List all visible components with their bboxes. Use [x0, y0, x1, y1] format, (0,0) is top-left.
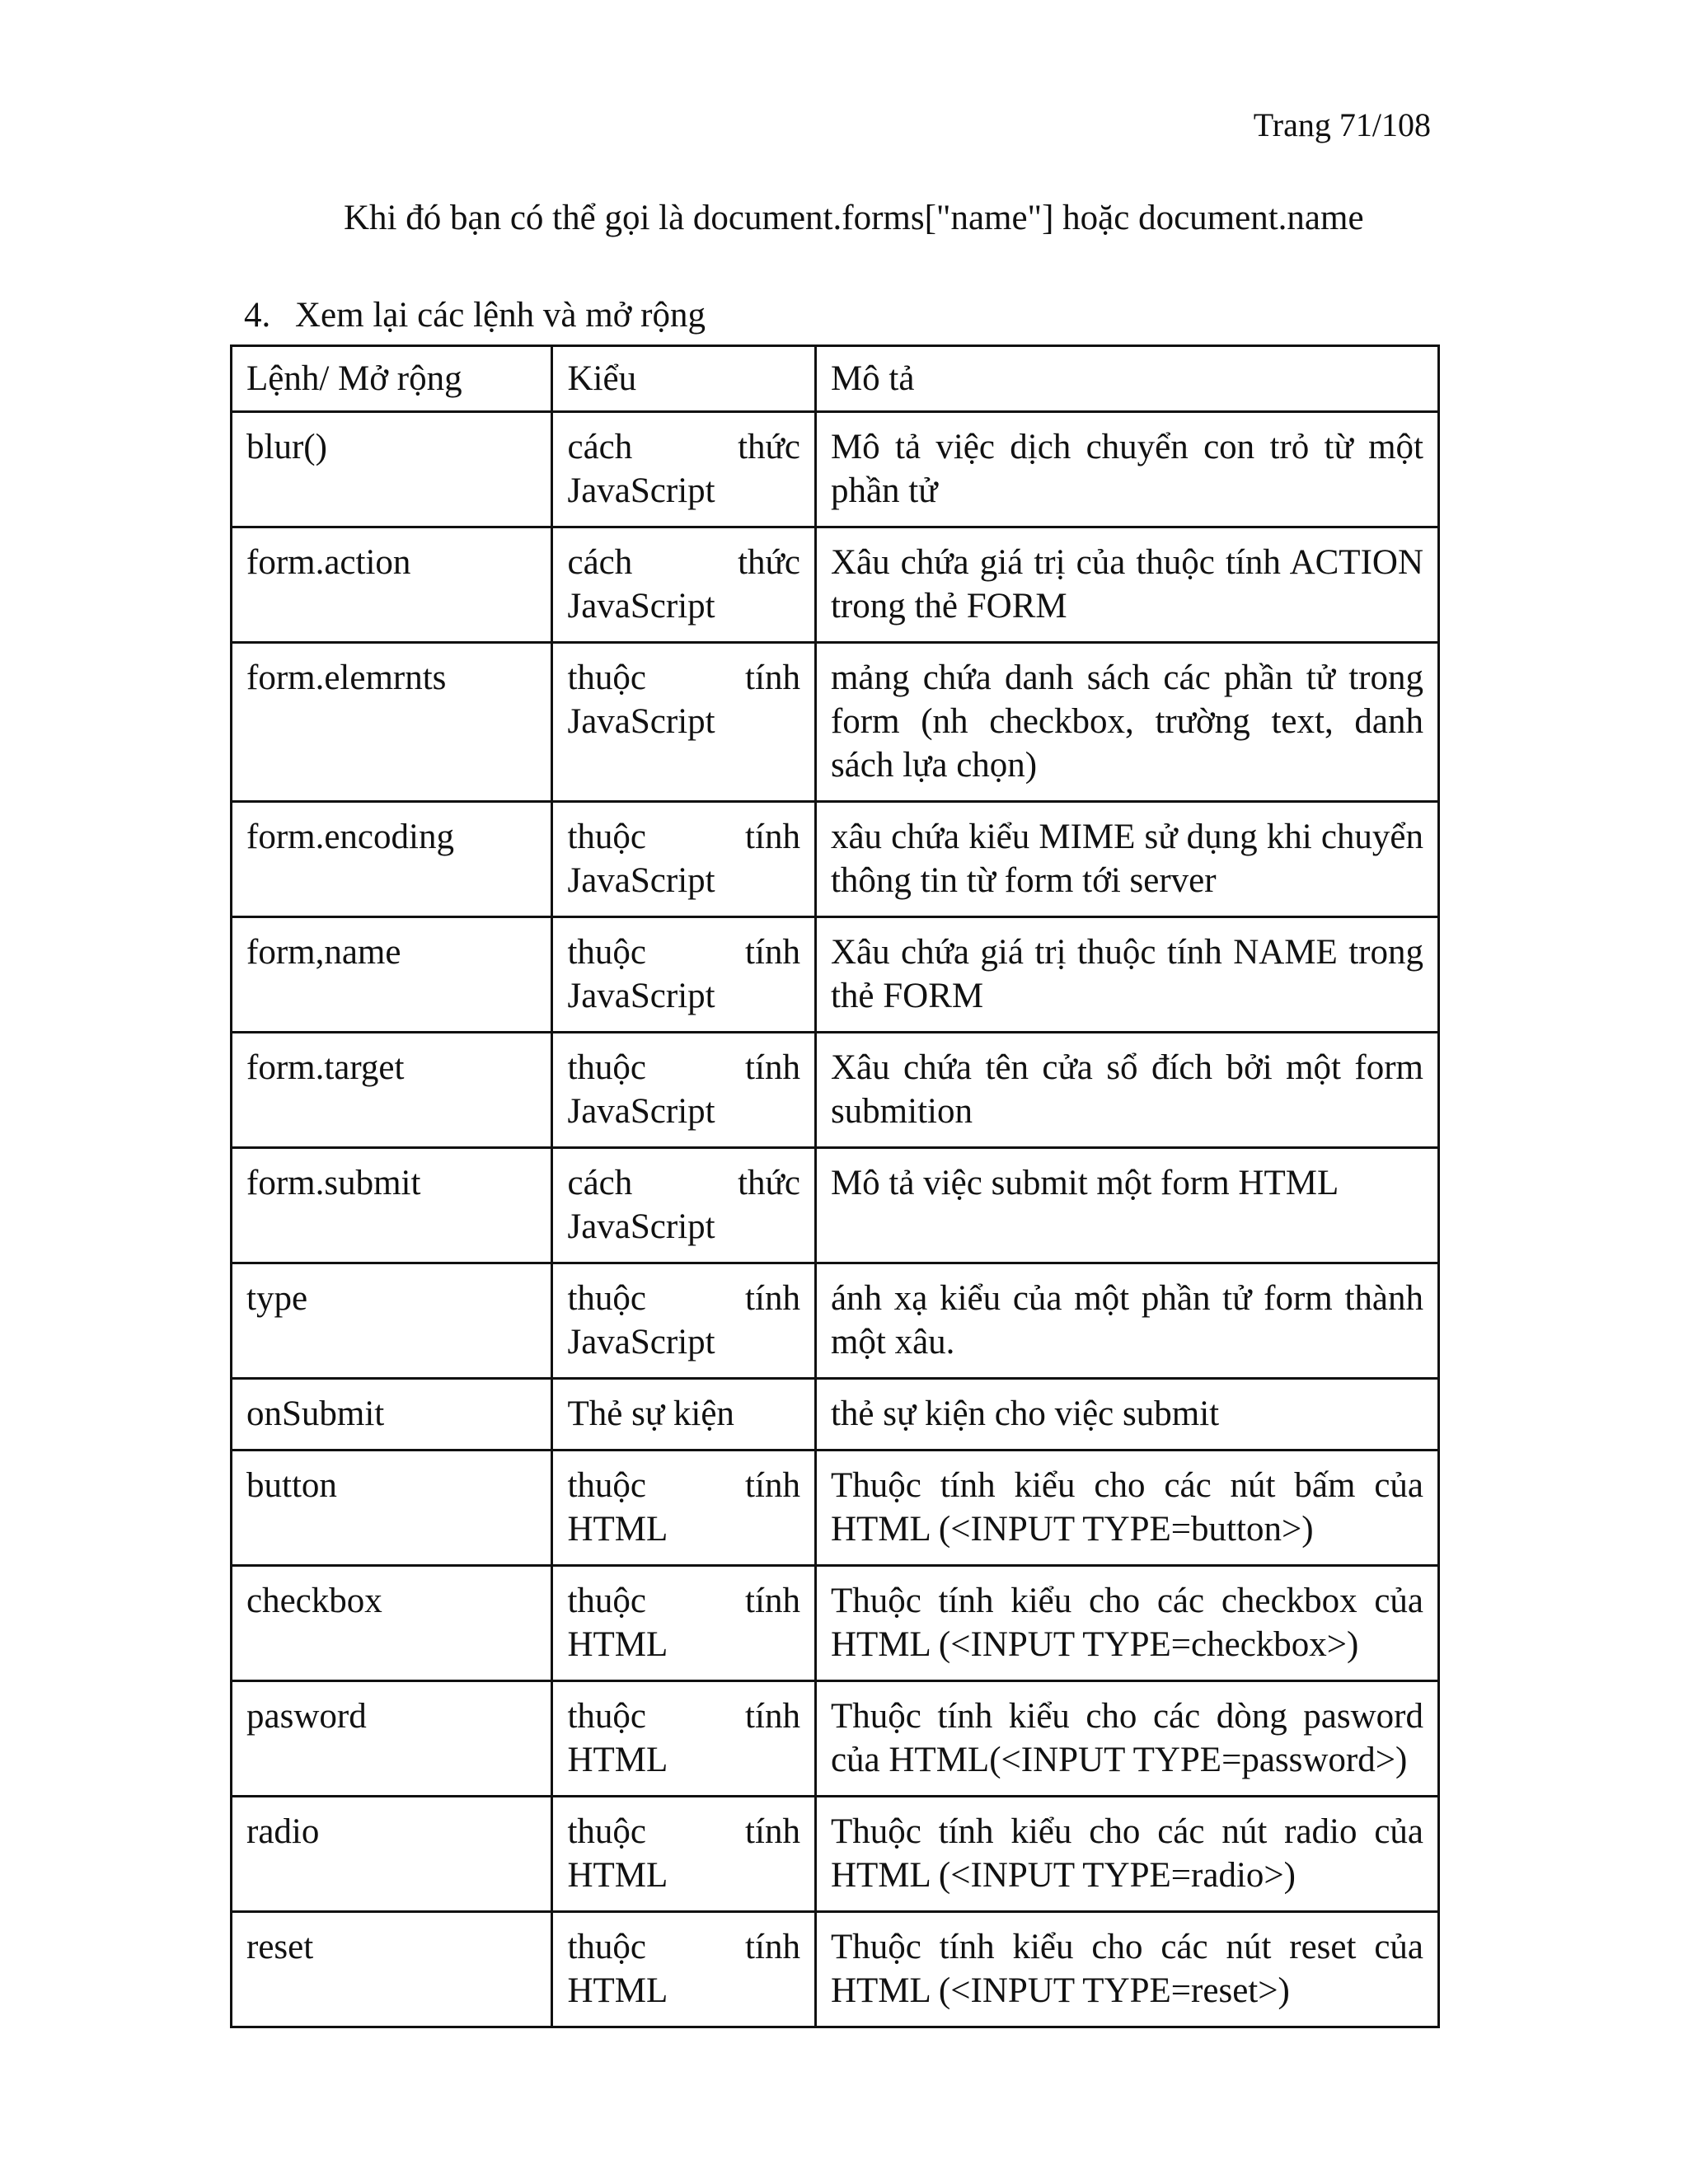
command-cell: form.elemrnts — [232, 643, 552, 802]
type-cell: thuộc tính HTML — [552, 1912, 815, 2027]
commands-table — [230, 344, 1440, 2028]
description-cell: Thuộc tính kiểu cho các dòng pasword của HTML(<INPUT TYPE=password>) — [815, 1681, 1438, 1797]
page-number: Trang 71/108 — [1253, 106, 1431, 143]
header-command: Lệnh/ Mở rộng — [232, 346, 552, 412]
command-cell: blur() — [232, 412, 552, 527]
table-row — [232, 802, 1439, 917]
section-heading — [244, 293, 706, 338]
table-row — [232, 643, 1439, 802]
description-cell: Thuộc tính kiểu cho các nút reset của HTML (<INPUT TYPE=reset>) — [815, 1912, 1438, 2027]
description-cell: Xâu chứa giá trị thuộc tính NAME trong thẻ FORM — [815, 917, 1438, 1033]
table-row — [232, 1263, 1439, 1379]
command-cell: form,name — [232, 917, 552, 1033]
description-cell: Thuộc tính kiểu cho các nút radio của HTML (<INPUT TYPE=radio>) — [815, 1797, 1438, 1912]
type-cell: cách thức JavaScript — [552, 527, 815, 643]
table-header-row — [232, 346, 1439, 412]
table-row — [232, 917, 1439, 1033]
type-cell: thuộc tính HTML — [552, 1681, 815, 1797]
description-cell: Thuộc tính kiểu cho các nút bấm của HTML (<INPUT TYPE=button>) — [815, 1451, 1438, 1566]
type-cell: Thẻ sự kiện — [552, 1379, 815, 1451]
description-cell: Thuộc tính kiểu cho các checkbox của HTML (<INPUT TYPE=checkbox>) — [815, 1566, 1438, 1681]
table-row — [232, 1379, 1439, 1451]
table-row — [232, 1033, 1439, 1148]
type-cell: thuộc tính JavaScript — [552, 917, 815, 1033]
header-type: Kiểu — [552, 346, 815, 412]
section-title: Xem lại các lệnh và mở rộng — [295, 296, 706, 335]
header-description: Mô tả — [815, 346, 1438, 412]
table-row — [232, 1797, 1439, 1912]
type-cell: thuộc tính JavaScript — [552, 643, 815, 802]
command-cell: form.encoding — [232, 802, 552, 917]
type-cell: thuộc tính JavaScript — [552, 1033, 815, 1148]
command-cell: button — [232, 1451, 552, 1566]
table-row — [232, 1148, 1439, 1263]
command-cell: form.submit — [232, 1148, 552, 1263]
command-cell: form.target — [232, 1033, 552, 1148]
description-cell: Xâu chứa tên cửa sổ đích bởi một form submition — [815, 1033, 1438, 1148]
table-row — [232, 412, 1439, 527]
intro-paragraph: Khi đó bạn có thể gọi là document.forms["name"] hoặc document.name — [344, 199, 1364, 237]
table-row — [232, 1681, 1439, 1797]
command-cell: radio — [232, 1797, 552, 1912]
type-cell: cách thức JavaScript — [552, 412, 815, 527]
type-cell: thuộc tính HTML — [552, 1566, 815, 1681]
table-row — [232, 527, 1439, 643]
type-cell: thuộc tính HTML — [552, 1797, 815, 1912]
type-cell: thuộc tính JavaScript — [552, 1263, 815, 1379]
table-body — [232, 412, 1439, 2027]
description-cell: Mô tả việc dịch chuyển con trỏ từ một phần tử — [815, 412, 1438, 527]
description-cell: Mô tả việc submit một form HTML — [815, 1148, 1438, 1263]
command-cell: type — [232, 1263, 552, 1379]
description-cell: ánh xạ kiểu của một phần tử form thành một xâu. — [815, 1263, 1438, 1379]
command-cell: onSubmit — [232, 1379, 552, 1451]
description-cell: thẻ sự kiện cho việc submit — [815, 1379, 1438, 1451]
command-cell: pasword — [232, 1681, 552, 1797]
type-cell: cách thức JavaScript — [552, 1148, 815, 1263]
description-cell: xâu chứa kiểu MIME sử dụng khi chuyển thông tin từ form tới server — [815, 802, 1438, 917]
table-row — [232, 1451, 1439, 1566]
description-cell: mảng chứa danh sách các phần tử trong form (nh checkbox, trường text, danh sách lựa chọn) — [815, 643, 1438, 802]
table-row — [232, 1912, 1439, 2027]
command-cell: reset — [232, 1912, 552, 2027]
type-cell: thuộc tính JavaScript — [552, 802, 815, 917]
command-cell: checkbox — [232, 1566, 552, 1681]
command-cell: form.action — [232, 527, 552, 643]
table-row — [232, 1566, 1439, 1681]
section-number: 4. — [244, 296, 271, 335]
type-cell: thuộc tính HTML — [552, 1451, 815, 1566]
description-cell: Xâu chứa giá trị của thuộc tính ACTION trong thẻ FORM — [815, 527, 1438, 643]
